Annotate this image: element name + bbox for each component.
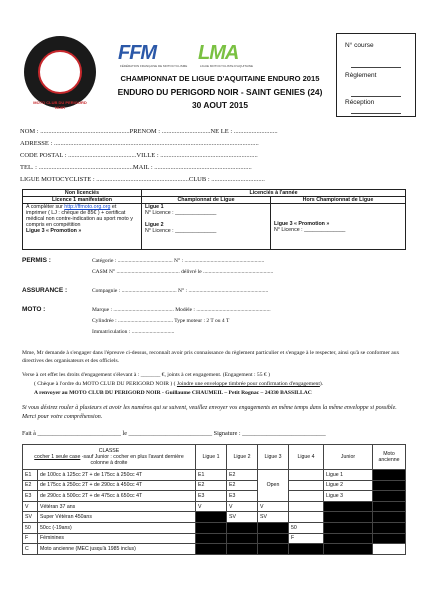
title-line-2: ENDURO DU PERIGORD NOIR - SAINT GENIES (24): [117, 87, 323, 97]
fait-signature-line[interactable]: Fait à ___________________________ le ___________________________ Signature : ___________________________: [22, 430, 326, 437]
class-table: [22, 444, 406, 555]
cell-checkbox[interactable]: [289, 470, 324, 481]
classe-header: CLASSE cocher 1 seule case -sauf Junior : cocher en plus l'avant dernière colonne à droite: [23, 445, 196, 470]
cell-checkbox[interactable]: [289, 512, 324, 523]
table-row: E1 de 100cc à 125cc 2T + de 175cc à 250cc 4T E1 E2 Open Ligue 1: [23, 470, 406, 481]
reglement-label: Règlement: [345, 72, 377, 79]
cell-checkbox[interactable]: V: [196, 501, 227, 512]
course-number-line: [351, 60, 401, 68]
cell-checkbox[interactable]: E2: [196, 480, 227, 491]
table-row: E2 de 175cc à 250cc 2T + de 290cc à 450cc 4T E2 E2 Ligue 2: [23, 480, 406, 491]
ffmoto-link[interactable]: http://ffmoto.org.org: [64, 204, 111, 210]
cell-checkbox[interactable]: E2: [227, 480, 258, 491]
cell-checkbox[interactable]: 50: [289, 522, 324, 533]
identity-name-line[interactable]: NOM : .......................................................PRENOM : ..............................NE LE : ...........................: [20, 128, 278, 135]
table-row: SV Super Vétéran 450ans SV SV: [23, 512, 406, 523]
ligue2-licence-field[interactable]: N° Licence : ______________: [145, 228, 217, 234]
header-championnat-ligue: Championnat de Ligue: [142, 197, 271, 204]
title-line-1: CHAMPIONNAT DE LIGUE D'AQUITAINE ENDURO 2015: [120, 74, 320, 83]
right-ligue3-label[interactable]: Ligue 3 « Promotion »: [274, 220, 330, 227]
ligue1-label[interactable]: Ligue 1: [145, 204, 164, 210]
moto-row-3[interactable]: Immatriculation : ...............................: [92, 329, 175, 335]
identity-address-line[interactable]: ADRESSE : ..............................................................................................................................: [20, 140, 259, 147]
table-row: E3 de 290cc à 500cc 2T + de 475cc à 650cc 4T E3 E3 Ligue 3: [23, 491, 406, 502]
cell-checkbox[interactable]: Ligue 3: [324, 491, 373, 502]
cell-checkbox[interactable]: [373, 544, 406, 555]
cell-checkbox[interactable]: [289, 501, 324, 512]
ligue2-label[interactable]: Ligue 2: [145, 222, 164, 228]
course-number-label: N° course: [345, 42, 374, 49]
permis-row-2[interactable]: CASM N° .............................................. délivré le ...................................................: [92, 269, 274, 275]
title-line-3: 30 AOUT 2015: [191, 100, 248, 110]
header-licencies: Licenciés à l'année: [142, 190, 406, 197]
renvoi-address: A renvoyer au MOTO CLUB DU PERIGORD NOIR - Guillaume CHAUMEIL – Petit Rognac – 24330 BASSILLAC: [34, 390, 312, 396]
moto-row-1[interactable]: Marque : ............................................ Modèle : ......................................................: [92, 307, 271, 313]
ligue1-licence-field[interactable]: N° Licence : ______________: [145, 210, 217, 216]
ffm-logo-subtitle: FÉDÉRATION FRANÇAISE DE MOTOCYCLISME: [120, 64, 188, 68]
enveloppe-note: Joindre une enveloppe timbrée pour confirmation d'engagement: [176, 381, 320, 387]
cell-checkbox[interactable]: E3: [227, 491, 258, 502]
assurance-row-1[interactable]: Compagnie : ........................................ N° : ..........................................................: [92, 288, 269, 294]
col-junior: Junior: [324, 445, 373, 470]
cell-checkbox[interactable]: SV: [258, 512, 289, 523]
lma-logo-subtitle: LIGUE MOTOCYCLISTE D'AQUITAINE: [200, 64, 253, 68]
left-ligue3-label[interactable]: Ligue 3 « Promotion »: [26, 228, 82, 234]
licence-1-manif-cell: A compléter sur http://ffmoto.org.org et imprimer ( LJ : chèque de 85€ ) + certificat médical non contre-indication au sport moto y compris en compétition Ligue 3 « Promotion »: [23, 204, 142, 250]
cheque-line: ( Chèque à l'ordre du MOTO CLUB DU PERIGORD NOIR ) ( Joindre une enveloppe timbrée pour confirmation d'engagement).: [34, 381, 324, 387]
cell-checkbox[interactable]: SV: [227, 512, 258, 523]
permis-label: PERMIS :: [22, 257, 51, 264]
droits-engagement-line: Verse à cet effet les droits d'engagement s'élevant à : _______ €, joints à cet engagement. (Engagement : 55 € ): [22, 372, 270, 378]
table-row: V Vétéran 37 ans V V V: [23, 501, 406, 512]
engagement-paragraph: Mme, Mr demande à s'engager dans l'épreuve ci-dessus, reconnaît avoir pris connaissance du règlement particulier et s'engage à le respecter, ainsi qu'à se conformer aux directives des organisateurs et des officiels.: [22, 350, 400, 364]
reglement-line: [351, 89, 401, 97]
cell-checkbox[interactable]: E1: [196, 470, 227, 481]
col-ligue-1: Ligue 1: [196, 445, 227, 470]
table-row: 50 50cc (-19ans) 50: [23, 522, 406, 533]
cell-checkbox[interactable]: [289, 491, 324, 502]
ffm-logo: FFM: [118, 42, 157, 64]
cell-checkbox[interactable]: V: [258, 501, 289, 512]
club-logo-emblem: [38, 50, 82, 94]
reception-label: Réception: [345, 99, 375, 106]
identity-phone-line[interactable]: TEL. : ..........................................................MAIL : ............................................................: [20, 164, 252, 171]
col-ligue-2: Ligue 2: [227, 445, 258, 470]
cell-checkbox[interactable]: Ligue 2: [324, 480, 373, 491]
plusieurs-note: Si vous désirez rouler à plusieurs et avoir les numéros qui se suivent, veuillez envoyer vos engagements en même temps dans la même enveloppe si possible. Merci pour votre compréhension.: [22, 405, 397, 420]
assurance-label: ASSURANCE :: [22, 287, 68, 294]
identity-league-line[interactable]: LIGUE MOTOCYCLISTE : .........................................................CLUB : .................................: [20, 176, 265, 183]
cell-checkbox[interactable]: E3: [196, 491, 227, 502]
hors-championnat-cell: [271, 204, 406, 250]
lma-logo: LMA: [198, 42, 239, 64]
championnat-ligue-cell: [142, 204, 271, 250]
cell-checkbox[interactable]: [289, 480, 324, 491]
cell-checkbox[interactable]: Ligue 1: [324, 470, 373, 481]
license-table: [22, 189, 406, 250]
club-logo-text: MOTO CLUB DU PERIGORD NOIR: [33, 100, 87, 110]
cell-checkbox[interactable]: V: [227, 501, 258, 512]
reception-line: [351, 106, 401, 114]
table-row: C Moto ancienne (MEC jusqu'à 1985 inclus): [23, 544, 406, 555]
table-row: F Féminines F: [23, 533, 406, 544]
cell-checkbox[interactable]: E2: [227, 470, 258, 481]
header-licence-1-manif: Licence 1 manifestation: [23, 197, 142, 204]
col-ligue-3: Ligue 3: [258, 445, 289, 470]
header-hors-championnat: Hors Championnat de Ligue: [271, 197, 406, 204]
header-non-licencies: Non licenciés: [23, 190, 142, 197]
reception-box: [336, 33, 416, 117]
col-moto-ancienne: Moto ancienne: [373, 445, 406, 470]
col-ligue-4: Ligue 4: [289, 445, 324, 470]
moto-label: MOTO :: [22, 306, 46, 313]
cell-checkbox[interactable]: F: [289, 533, 324, 544]
permis-row-1[interactable]: Catégorie : ........................................ N° : ..........................................................: [92, 258, 265, 264]
open-cell[interactable]: Open: [258, 470, 289, 502]
moto-row-2[interactable]: Cylindrée : ........................................ Type moteur : 2 T ou 4 T: [92, 318, 230, 324]
right-licence-field[interactable]: N° Licence : ______________: [274, 226, 346, 233]
identity-postal-line[interactable]: CODE POSTAL : ..........................................VILLE : ............................................................: [20, 152, 258, 159]
